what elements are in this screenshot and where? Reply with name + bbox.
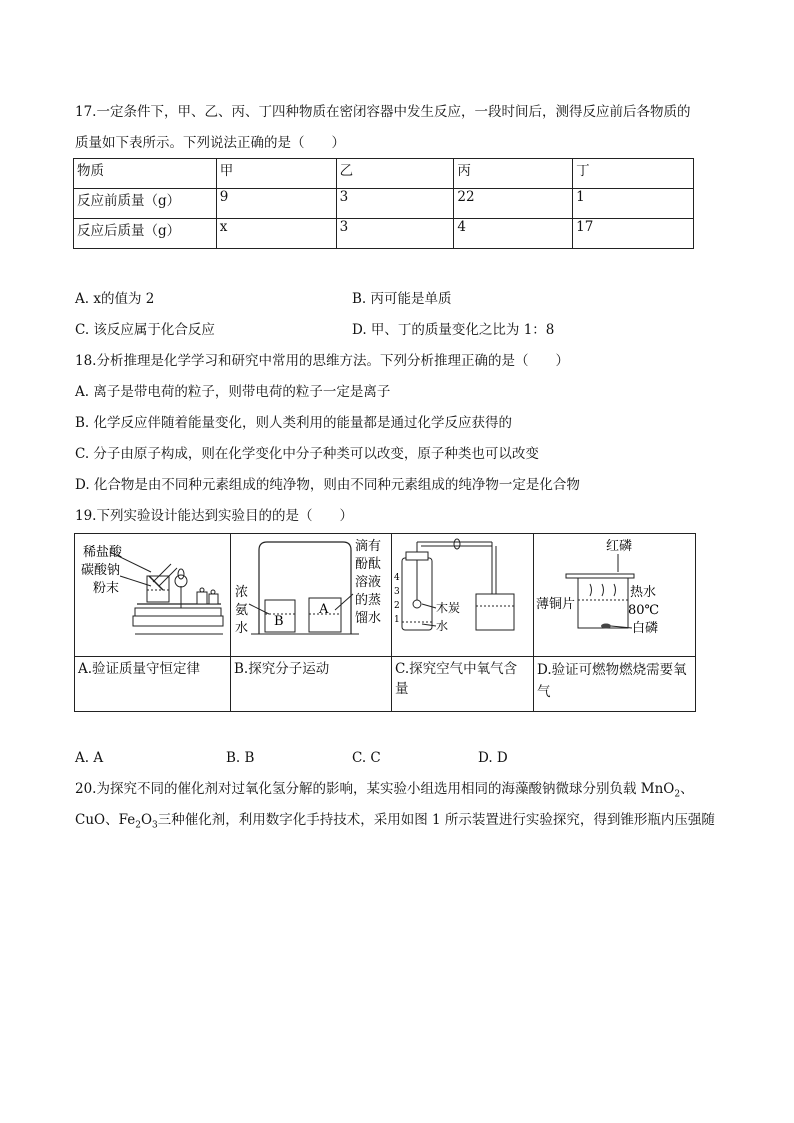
table-cell: 9 bbox=[216, 189, 336, 219]
label-hot-water: 热水 bbox=[630, 585, 657, 600]
q19-option-d[interactable]: D. D bbox=[478, 750, 508, 766]
q18-option-d[interactable]: D. 化合物是由不同种元素组成的纯净物，则由不同种元素组成的纯净物一定是化合物 bbox=[75, 477, 580, 493]
caption-b: B.探究分子运动 bbox=[231, 657, 392, 712]
label-liushui: 馏水 bbox=[355, 611, 382, 626]
label-charcoal: 木炭 bbox=[436, 601, 461, 615]
balance-apparatus-figure bbox=[75, 534, 230, 652]
caption-d-line2: 气 bbox=[537, 684, 551, 700]
label-shui: 水 bbox=[235, 621, 249, 636]
label-copper-sheet: 薄铜片 bbox=[536, 597, 576, 612]
q17-table bbox=[73, 158, 694, 249]
label-an: 氨 bbox=[235, 603, 249, 618]
q18-option-c[interactable]: C. 分子由原子构成，则在化学变化中分子种类可以改变，原子种类也可以改变 bbox=[75, 446, 539, 462]
table-cell: 1 bbox=[573, 189, 694, 219]
q19-option-c[interactable]: C. C bbox=[352, 750, 381, 766]
scale-mark: 4 bbox=[394, 573, 400, 583]
label-dezheng: 的蒸 bbox=[355, 593, 382, 608]
label-hcl: 稀盐酸 bbox=[83, 545, 123, 560]
q18-option-b[interactable]: B. 化学反应伴随着能量变化，则人类利用的能量都是通过化学反应获得的 bbox=[75, 415, 513, 431]
figure-d bbox=[534, 534, 696, 657]
table-cell: 17 bbox=[573, 219, 694, 249]
figure-b bbox=[231, 534, 392, 657]
table-cell: 丙 bbox=[454, 159, 573, 189]
q19-stem: 19.下列实验设计能达到实验目的的是（ ） bbox=[75, 508, 353, 524]
table-cell: 反应后质量（g） bbox=[74, 219, 217, 249]
table-cell: 反应前质量（g） bbox=[74, 189, 217, 219]
label-fentai: 酚酞 bbox=[355, 557, 382, 572]
q17-option-c[interactable]: C. 该反应属于化合反应 bbox=[75, 322, 215, 338]
q20-stem-line2 bbox=[75, 810, 715, 836]
table-header-row bbox=[74, 159, 694, 189]
table-cell: 22 bbox=[454, 189, 573, 219]
q20-sub: 3 bbox=[152, 820, 158, 831]
table-cell: 甲 bbox=[216, 159, 336, 189]
table-cell: 乙 bbox=[336, 159, 454, 189]
q17-option-d[interactable]: D. 甲、丁的质量变化之比为 1：8 bbox=[352, 322, 555, 338]
oxygen-apparatus-figure bbox=[392, 534, 533, 652]
q17-option-a[interactable]: A. x的值为 2 bbox=[75, 291, 155, 307]
table-cell: 3 bbox=[336, 219, 454, 249]
scale-mark: 3 bbox=[394, 587, 400, 597]
label-nong: 浓 bbox=[235, 585, 249, 600]
caption-c: C.探究空气中氧气含量 bbox=[392, 657, 534, 712]
figure-c bbox=[392, 534, 534, 657]
q20-sub: 2 bbox=[674, 789, 681, 800]
q20-text-a: 20.为探究不同的催化剂对过氧化氢分解的影响，某实验小组选用相同的海藻酸钠微球分别负载 MnO bbox=[75, 781, 675, 797]
table-cell: 物质 bbox=[74, 159, 217, 189]
caption-d-line1: D.验证可燃物燃烧需要氧 bbox=[537, 662, 687, 678]
bell-jar-figure bbox=[231, 534, 391, 652]
q17-stem-line1: 17.一定条件下，甲、乙、丙、丁四种物质在密闭容器中发生反应，一段时间后，测得反应前后各物质的 bbox=[75, 104, 691, 120]
beaker-a-label: A bbox=[319, 602, 329, 617]
q17-option-b[interactable]: B. 丙可能是单质 bbox=[352, 291, 452, 307]
label-temperature: 80℃ bbox=[628, 603, 660, 618]
scale-mark: 1 bbox=[394, 615, 400, 625]
label-rongye: 溶液 bbox=[355, 575, 382, 590]
label-water: 水 bbox=[436, 619, 449, 633]
q18-stem: 18.分析推理是化学学习和研究中常用的思维方法。下列分析推理正确的是（ ） bbox=[75, 353, 569, 369]
label-powder: 粉末 bbox=[93, 581, 120, 596]
q20-text-d: O bbox=[140, 812, 153, 828]
label-na2co3: 碳酸钠 bbox=[81, 563, 121, 578]
table-row bbox=[74, 189, 694, 219]
table-cell: 4 bbox=[454, 219, 573, 249]
q19-experiment-table bbox=[74, 533, 696, 712]
q19-option-b[interactable]: B. B bbox=[226, 750, 255, 766]
figure-a bbox=[75, 534, 231, 657]
combustion-figure bbox=[534, 534, 695, 652]
table-cell: 3 bbox=[336, 189, 454, 219]
q19-option-a[interactable]: A. A bbox=[75, 750, 104, 766]
q20-text-e: 三种催化剂，利用数字化手持技术，采用如图 1 所示装置进行实验探究，得到锥形瓶内压强随 bbox=[157, 812, 715, 828]
table-cell: x bbox=[216, 219, 336, 249]
table-cell: 丁 bbox=[573, 159, 694, 189]
q20-stem-line1 bbox=[75, 779, 694, 805]
q18-option-a[interactable]: A. 离子是带电荷的粒子，则带电荷的粒子一定是离子 bbox=[75, 384, 391, 400]
caption-d bbox=[534, 657, 696, 712]
q20-text-b: 、 bbox=[680, 781, 694, 797]
table-row bbox=[74, 219, 694, 249]
q20-text-c: CuO、Fe bbox=[75, 812, 136, 828]
label-white-phosphorus: 白磷 bbox=[632, 621, 659, 636]
label-red-phosphorus: 红磷 bbox=[606, 539, 633, 554]
beaker-b-label: B bbox=[274, 614, 284, 629]
q20-sub: 2 bbox=[135, 820, 141, 831]
caption-a: A.验证质量守恒定律 bbox=[75, 657, 231, 712]
q17-stem-line2: 质量如下表所示。下列说法正确的是（ ） bbox=[75, 135, 345, 151]
label-diyou: 滴有 bbox=[355, 539, 382, 554]
scale-mark: 2 bbox=[394, 601, 400, 611]
